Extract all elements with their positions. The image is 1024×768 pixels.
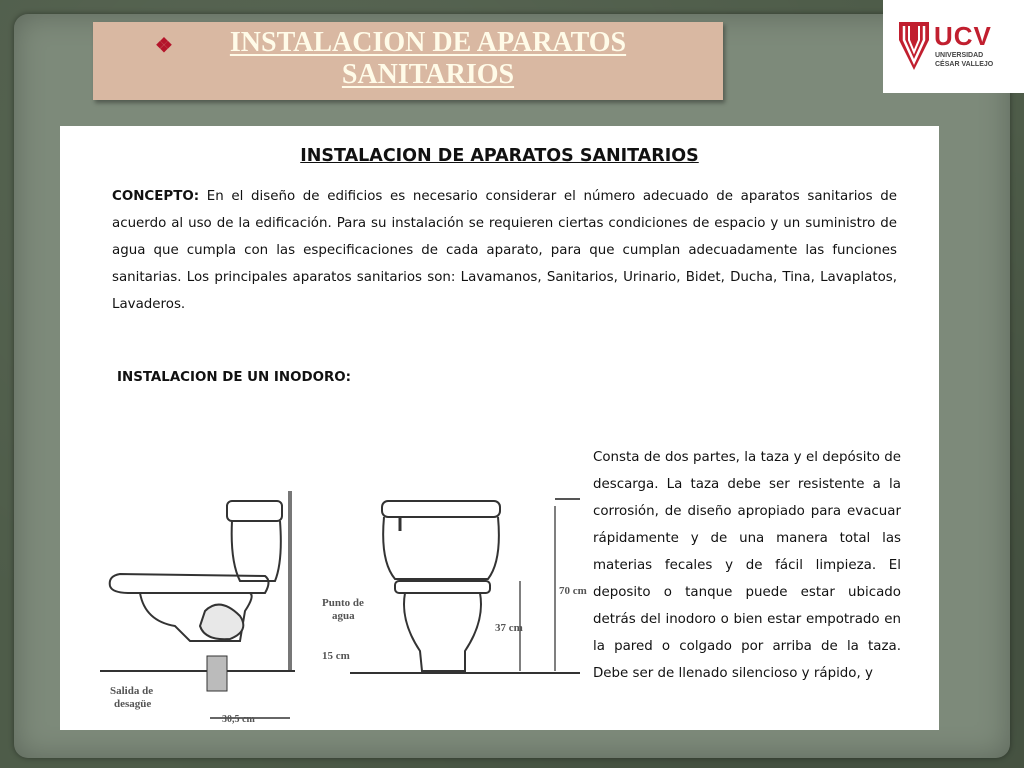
ucv-logo: [883, 0, 1024, 93]
ucv-shield-icon: [899, 22, 929, 70]
slide-title: INSTALACION DE APARATOS SANITARIOS: [229, 27, 627, 90]
label-15-cm: 15 cm: [322, 650, 350, 662]
concept-paragraph: [112, 183, 897, 318]
document-image: [60, 126, 939, 730]
logo-subtitle: [935, 51, 993, 69]
label-salida-de: Salida de: [110, 685, 154, 697]
document-title: INSTALACION DE APARATOS SANITARIOS: [300, 146, 699, 166]
label-30-5-cm: 30,5 cm: [222, 714, 255, 725]
label-37-cm: 37 cm: [495, 622, 523, 634]
diamond-bullet-icon: ❖: [155, 35, 173, 57]
concept-label: CONCEPTO:: [112, 189, 200, 204]
toilet-side-view: [110, 501, 282, 641]
logo-name: UCV: [934, 21, 992, 51]
toilet-front-view: [382, 501, 500, 671]
label-agua: agua: [332, 610, 355, 622]
concept-text: En el diseño de edificios es necesario considerar el número adecuado de aparatos sanitarios de acuerdo al uso de la edificación. Para su instalación se requieren ciertas condiciones de espacio y un suministro de agua que cumpla con las especificaciones de cada aparato, para que cumplan adecuadamente las funciones sanitarias. Los principales aparatos sanitarios son: Lavamanos, Sanitarios, Urinario, Bidet, Ducha, Tina, Lavaplatos, Lavaderos.: [112, 189, 897, 312]
toilet-installation-heading: INSTALACION DE UN INODORO:: [117, 370, 352, 385]
logo-subtitle-line2: CÉSAR VALLEJO: [935, 61, 994, 68]
slide-title-box: [93, 22, 723, 100]
label-punto-de: Punto de: [322, 597, 364, 609]
label-70-cm: 70 cm: [559, 585, 587, 597]
logo-subtitle-line1: UNIVERSIDAD: [935, 52, 984, 59]
drain-pipe: [207, 656, 227, 691]
toilet-installation-diagram: [100, 481, 590, 731]
toilet-description: Consta de dos partes, la taza y el depósito de descarga. La taza debe ser resistente a la corrosión, de diseño apropiado para evacuar rápidamente y de una manera total las materias fecales y de fácil limpieza. El deposito o tanque puede estar ubicado detrás del inodoro o bien estar empotrado en la pared o colgado por arriba de la taza. Debe ser de llenado silencioso y rápido, y: [593, 450, 901, 681]
label-desague: desagüe: [114, 698, 152, 710]
